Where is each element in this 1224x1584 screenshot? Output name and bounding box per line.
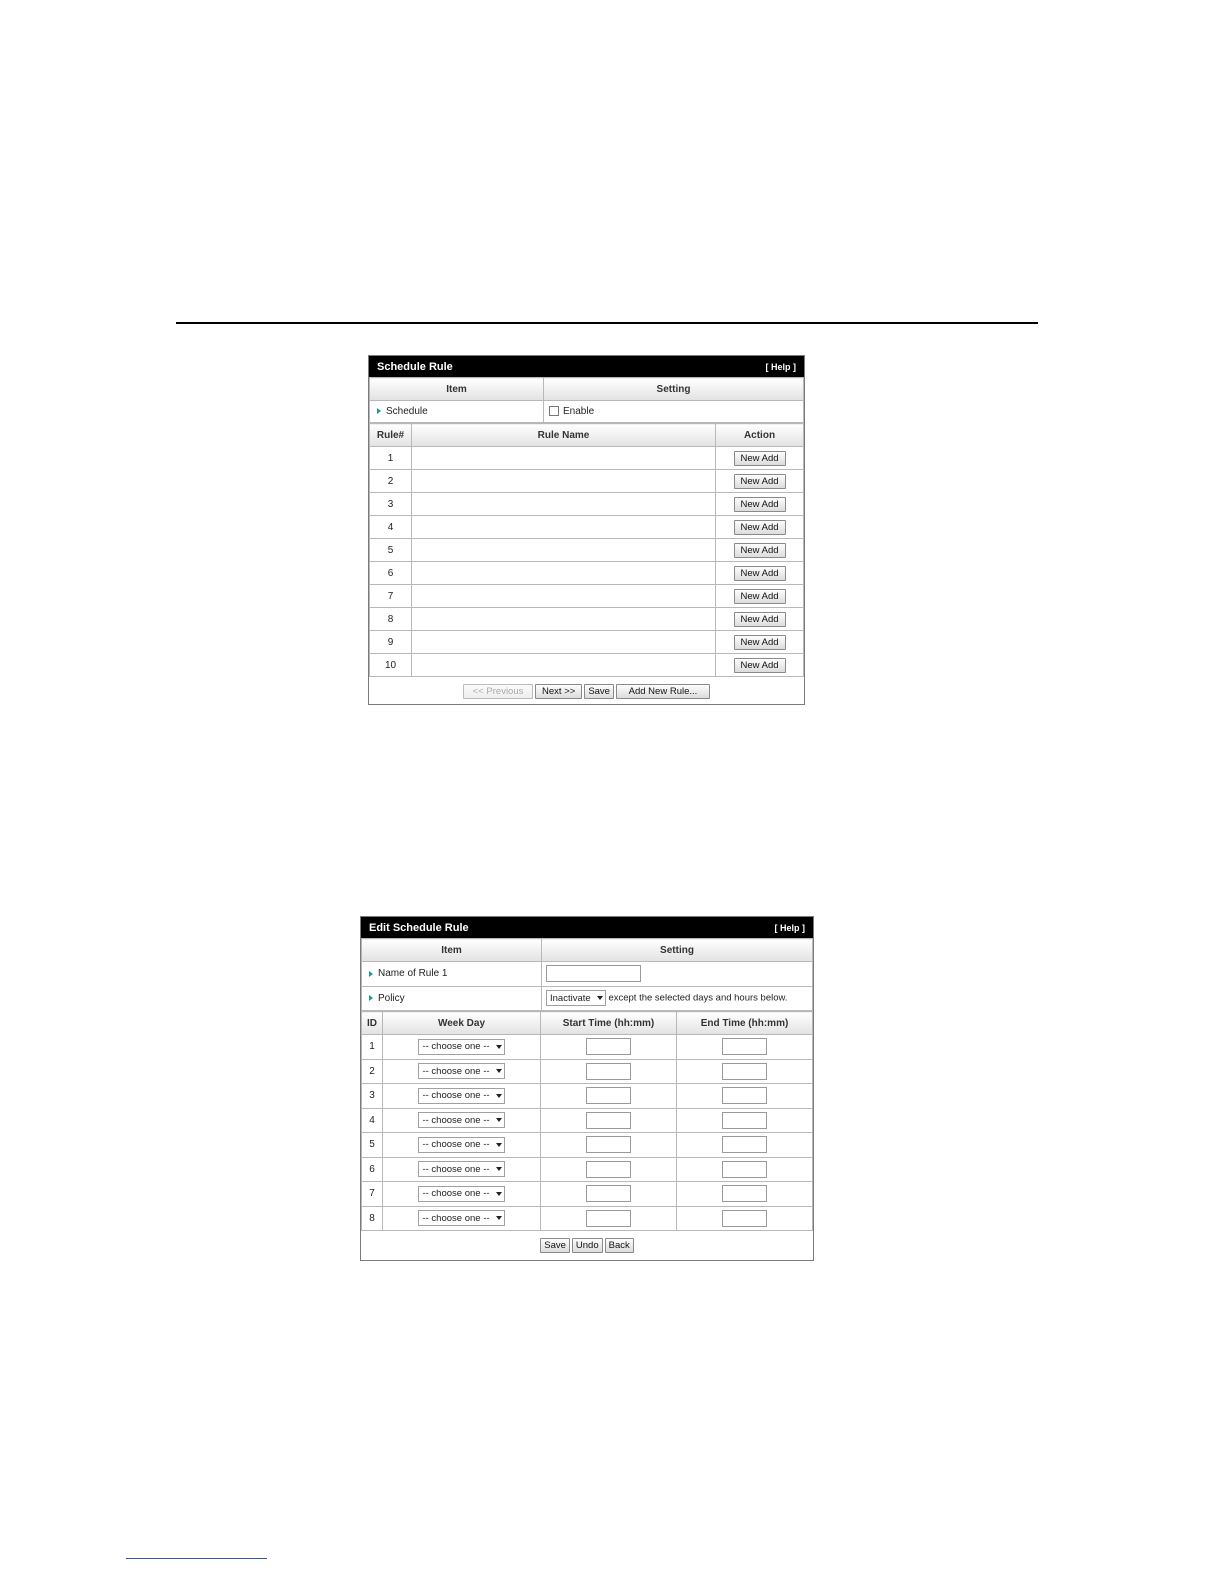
new-add-button[interactable]: New Add [734, 658, 786, 673]
end-time-input[interactable] [722, 1038, 767, 1055]
end-time-input[interactable] [722, 1185, 767, 1202]
schedule-label: Schedule [386, 406, 428, 417]
week-day-select[interactable] [418, 1210, 504, 1226]
rule-number: 4 [370, 516, 412, 539]
row-id: 7 [362, 1182, 383, 1207]
start-time-input[interactable] [586, 1087, 631, 1104]
chevron-down-icon [496, 1216, 502, 1220]
policy-suffix: except the selected days and hours below. [608, 992, 788, 1004]
col-week-day: Week Day [383, 1012, 541, 1035]
chevron-down-icon [496, 1045, 502, 1049]
col-end-time: End Time (hh:mm) [677, 1012, 813, 1035]
week-day-select[interactable] [418, 1112, 504, 1128]
week-day-select[interactable] [418, 1088, 504, 1104]
chevron-down-icon [496, 1094, 502, 1098]
start-time-input[interactable] [586, 1161, 631, 1178]
col-action: Action [716, 424, 804, 447]
table-row [370, 539, 804, 562]
rule-number: 7 [370, 585, 412, 608]
save-button[interactable]: Save [584, 684, 614, 699]
enable-checkbox[interactable] [549, 406, 559, 416]
table-row [370, 493, 804, 516]
rule-number: 6 [370, 562, 412, 585]
new-add-button[interactable]: New Add [734, 520, 786, 535]
schedule-rule-titlebar [369, 356, 804, 377]
rule-number: 8 [370, 608, 412, 631]
rule-number: 3 [370, 493, 412, 516]
rule-name-input[interactable] [546, 965, 641, 982]
table-row [370, 608, 804, 631]
start-time-input[interactable] [586, 1112, 631, 1129]
col-start-time: Start Time (hh:mm) [541, 1012, 677, 1035]
rule-name [412, 654, 716, 677]
schedule-label-cell [370, 401, 544, 423]
schedule-settings-table [369, 377, 804, 423]
policy-select[interactable] [546, 990, 606, 1006]
table-row [362, 1206, 813, 1231]
row-id: 8 [362, 1206, 383, 1231]
start-time-input[interactable] [586, 1038, 631, 1055]
end-time-input[interactable] [722, 1112, 767, 1129]
rule-name [412, 585, 716, 608]
new-add-button[interactable]: New Add [734, 451, 786, 466]
week-day-select[interactable] [418, 1161, 504, 1177]
start-time-input[interactable] [586, 1210, 631, 1227]
start-time-input[interactable] [586, 1185, 631, 1202]
start-time-input[interactable] [586, 1063, 631, 1080]
table-row [370, 470, 804, 493]
arrow-icon [377, 408, 381, 414]
col-setting: Setting [544, 378, 804, 401]
col-rule-name: Rule Name [412, 424, 716, 447]
table-row [362, 1084, 813, 1109]
week-day-value: -- choose one -- [422, 1212, 490, 1224]
rule-name [412, 608, 716, 631]
arrow-icon [369, 995, 373, 1001]
enable-label: Enable [563, 406, 595, 417]
row-id: 2 [362, 1059, 383, 1084]
new-add-button[interactable]: New Add [734, 612, 786, 627]
end-time-input[interactable] [722, 1161, 767, 1178]
end-time-input[interactable] [722, 1063, 767, 1080]
week-day-value: -- choose one -- [422, 1188, 490, 1200]
rule-name [412, 631, 716, 654]
save-button[interactable]: Save [540, 1238, 570, 1253]
week-day-select[interactable] [418, 1039, 504, 1055]
rule-name [412, 470, 716, 493]
row-id: 1 [362, 1035, 383, 1060]
add-new-rule-button[interactable]: Add New Rule... [616, 684, 710, 699]
schedule-rule-footer [369, 677, 804, 705]
footnote-divider [126, 1558, 267, 1559]
table-row [362, 1157, 813, 1182]
table-row [370, 447, 804, 470]
edit-schedule-footer [361, 1231, 813, 1259]
schedule-rule-title: Schedule Rule [377, 360, 453, 373]
row-id: 3 [362, 1084, 383, 1109]
start-time-input[interactable] [586, 1136, 631, 1153]
chevron-down-icon [496, 1069, 502, 1073]
row-id: 6 [362, 1157, 383, 1182]
rule-name [412, 539, 716, 562]
rule-name [412, 493, 716, 516]
week-day-select[interactable] [418, 1186, 504, 1202]
rule-number: 1 [370, 447, 412, 470]
table-row [370, 516, 804, 539]
week-day-value: -- choose one -- [422, 1139, 490, 1151]
rules-table [369, 423, 804, 677]
rule-name-label: Name of Rule 1 [378, 968, 448, 980]
chevron-down-icon [597, 996, 603, 1000]
rule-name [412, 562, 716, 585]
schedule-rule-panel [368, 355, 805, 705]
chevron-down-icon [496, 1143, 502, 1147]
chevron-down-icon [496, 1167, 502, 1171]
next-button[interactable]: Next >> [535, 684, 582, 699]
new-add-button[interactable]: New Add [734, 497, 786, 512]
col-item: Item [370, 378, 544, 401]
week-day-value: -- choose one -- [422, 1041, 490, 1053]
new-add-button[interactable]: New Add [734, 566, 786, 581]
table-row [362, 1059, 813, 1084]
table-row [370, 631, 804, 654]
policy-value: Inactivate [550, 992, 591, 1004]
help-link[interactable]: [ Help ] [774, 922, 805, 933]
rule-number: 2 [370, 470, 412, 493]
rule-number: 10 [370, 654, 412, 677]
schedule-setting-cell [544, 401, 804, 423]
col-setting: Setting [542, 939, 813, 962]
rule-number: 5 [370, 539, 412, 562]
table-row [362, 1182, 813, 1207]
edit-schedule-rule-title: Edit Schedule Rule [369, 921, 469, 934]
undo-button[interactable]: Undo [572, 1238, 603, 1253]
policy-label: Policy [378, 992, 405, 1004]
week-day-value: -- choose one -- [422, 1065, 490, 1077]
rule-name [412, 447, 716, 470]
end-time-input[interactable] [722, 1087, 767, 1104]
col-rule-number: Rule# [370, 424, 412, 447]
col-item: Item [362, 939, 542, 962]
table-row [362, 1035, 813, 1060]
chevron-down-icon [496, 1118, 502, 1122]
row-id: 5 [362, 1133, 383, 1158]
new-add-button[interactable]: New Add [734, 474, 786, 489]
new-add-button[interactable]: New Add [734, 635, 786, 650]
help-link[interactable]: [ Help ] [765, 361, 796, 372]
week-day-value: -- choose one -- [422, 1114, 490, 1126]
edit-schedule-rule-titlebar [361, 917, 813, 938]
rule-number: 9 [370, 631, 412, 654]
end-time-input[interactable] [722, 1210, 767, 1227]
back-button[interactable]: Back [605, 1238, 634, 1253]
week-day-value: -- choose one -- [422, 1163, 490, 1175]
rule-name [412, 516, 716, 539]
table-row [370, 562, 804, 585]
table-row [362, 1108, 813, 1133]
page-divider [176, 322, 1038, 324]
table-row [370, 585, 804, 608]
row-id: 4 [362, 1108, 383, 1133]
chevron-down-icon [496, 1192, 502, 1196]
edit-settings-table [361, 938, 813, 1011]
new-add-button[interactable]: New Add [734, 589, 786, 604]
new-add-button[interactable]: New Add [734, 543, 786, 558]
week-day-select[interactable] [418, 1063, 504, 1079]
table-row [370, 654, 804, 677]
end-time-input[interactable] [722, 1136, 767, 1153]
week-day-select[interactable] [418, 1137, 504, 1153]
edit-schedule-rule-panel [360, 916, 814, 1261]
arrow-icon [369, 971, 373, 977]
col-id: ID [362, 1012, 383, 1035]
table-row [362, 1133, 813, 1158]
previous-button[interactable]: << Previous [463, 684, 533, 699]
week-day-value: -- choose one -- [422, 1090, 490, 1102]
week-schedule-table [361, 1011, 813, 1231]
